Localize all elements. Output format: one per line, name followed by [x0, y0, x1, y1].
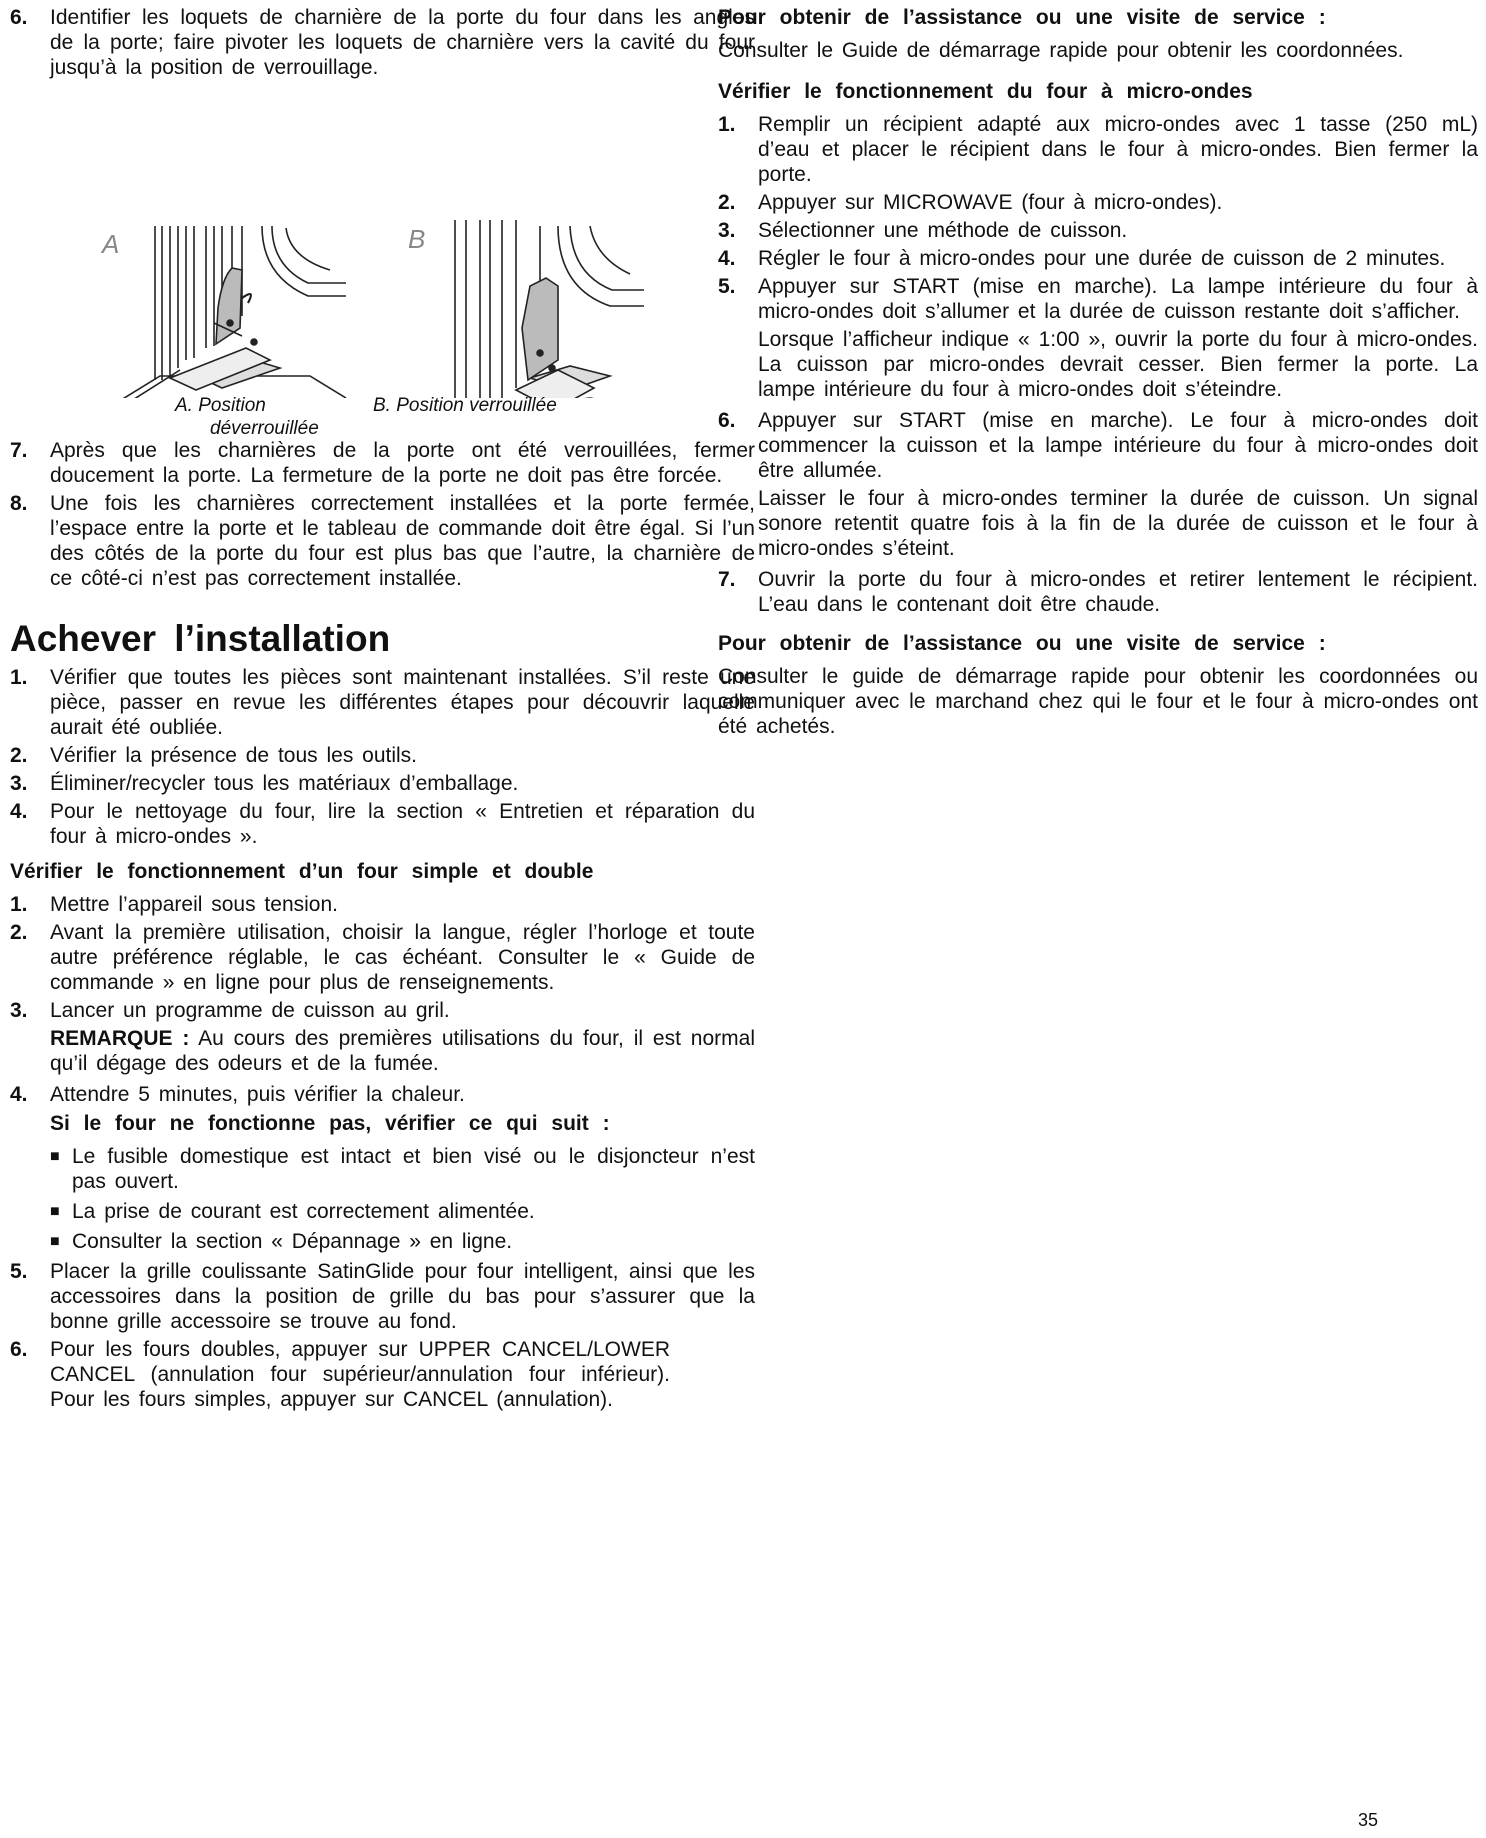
caption-a-line1: A. Position — [175, 395, 266, 416]
step-text: Régler le four à micro-ondes pour une durée de cuisson de 2 minutes. — [758, 247, 1446, 270]
subhead-micro-ondes: Vérifier le fonctionnement du four à micro-ondes — [718, 80, 1253, 103]
subhead-assistance-2: Pour obtenir de l’assistance ou une visite de service : — [718, 632, 1326, 655]
list-item — [10, 892, 755, 917]
figure-label-a: A — [102, 229, 120, 259]
step-number: 6. — [10, 6, 28, 29]
assistance-text: Consulter le Guide de démarrage rapide pour obtenir les coordonnées. — [718, 39, 1404, 62]
list-item — [10, 743, 755, 768]
step-text: Lancer un programme de cuisson au gril. — [50, 999, 450, 1022]
step-number: 4. — [10, 1083, 28, 1106]
hinge-illustration — [10, 98, 710, 398]
list-item — [10, 665, 755, 740]
square-bullet-icon: ■ — [50, 1233, 60, 1250]
caption-a-line2: déverrouillée — [210, 418, 319, 439]
step-text: Appuyer sur START (mise en marche). Le four à micro-ondes doit commencer la cuisson et la lampe intérieure du four à micro-ondes doit être allumée. — [758, 409, 1478, 482]
step-text: Identifier les loquets de charnière de la porte du four dans les angles de la porte; faire pivoter les loquets de charnière vers la cavité du four jusqu’à la position de verrouillage. — [50, 6, 755, 79]
step-number: 1. — [10, 893, 28, 916]
step-text: Après que les charnières de la porte ont été verrouillées, fermer doucement la porte. La fermeture de la porte ne doit pas être forcée. — [50, 439, 755, 487]
step-number: 7. — [10, 439, 28, 462]
check-bullets — [50, 1144, 755, 1254]
step-number: 1. — [10, 666, 28, 689]
bullet-text: Le fusible domestique est intact et bien visé ou le disjoncteur n’est pas ouvert. — [72, 1145, 755, 1193]
right-column — [718, 5, 1478, 745]
caption-b: B. Position verrouillée — [373, 395, 557, 416]
step-number: 3. — [10, 772, 28, 795]
left-column — [10, 5, 755, 1415]
hinge-lock-figure — [10, 98, 710, 439]
step-number: 5. — [10, 1260, 28, 1283]
step-number: 2. — [10, 744, 28, 767]
step-number: 5. — [718, 275, 736, 298]
step-text: Une fois les charnières correctement installées et la porte fermée, l’espace entre la porte et le tableau de commande doit être égal. Si l’un des côtés de la porte du four est plus bas que l’autre, la charnière de ce côté-ci n’est pas correctement installée. — [50, 492, 755, 590]
step-number: 6. — [718, 409, 736, 432]
panel-a-unlocked — [100, 226, 346, 398]
list-item — [50, 1144, 755, 1194]
list-item — [10, 771, 755, 796]
list-item — [10, 1259, 755, 1334]
step-text: Appuyer sur START (mise en marche). La lampe intérieure du four à micro-ondes doit s’allumer et la durée de cuisson restante doit s’afficher. — [758, 275, 1478, 323]
step-text: Attendre 5 minutes, puis vérifier la chaleur. — [50, 1083, 465, 1106]
step-text: Pour les fours doubles, appuyer sur UPPER CANCEL/LOWER CANCEL (annulation four supérieur/annulation four inférieur). Pour les fours simples, appuyer sur CANCEL (annulation). — [50, 1338, 670, 1411]
square-bullet-icon: ■ — [50, 1148, 60, 1165]
step-number: 8. — [10, 492, 28, 515]
square-bullet-icon: ■ — [50, 1203, 60, 1220]
step-number: 6. — [10, 1338, 28, 1361]
step-number: 3. — [718, 219, 736, 242]
step-number: 2. — [718, 191, 736, 214]
step-number: 4. — [718, 247, 736, 270]
list-item — [10, 998, 755, 1023]
list-item — [718, 246, 1478, 271]
step-text: Éliminer/recycler tous les matériaux d’emballage. — [50, 772, 519, 795]
step-number: 4. — [10, 800, 28, 823]
list-item — [10, 920, 755, 995]
page-number: 35 — [1358, 1810, 1379, 1830]
step-text: Vérifier la présence de tous les outils. — [50, 744, 418, 767]
subhead-verifier-four: Vérifier le fonctionnement d’un four simple et double — [10, 860, 594, 883]
list-item — [718, 190, 1478, 215]
list-item — [718, 567, 1478, 617]
bullet-text: Consulter la section « Dépannage » en ligne. — [72, 1230, 513, 1253]
step-text: Sélectionner une méthode de cuisson. — [758, 219, 1128, 242]
list-item — [10, 491, 755, 591]
step-number: 3. — [10, 999, 28, 1022]
step-paragraph: Lorsque l’afficheur indique « 1:00 », ouvrir la porte du four à micro-ondes. La cuisson par micro-ondes devrait cesser. Bien fermer la porte. La lampe intérieure du four à micro-ondes doit s’éteindre. — [758, 328, 1478, 401]
note-text: Au cours des premières utilisations du four, il est normal qu’il dégage des odeurs et de la fumée. — [50, 1027, 755, 1075]
step-text: Placer la grille coulissante SatinGlide pour four intelligent, ainsi que les accessoires dans la position de grille du bas pour s’assurer que la bonne grille accessoire se trouve au fond. — [50, 1260, 755, 1333]
assistance-text-2: Consulter le guide de démarrage rapide pour obtenir les coordonnées ou communiquer avec le marchand chez qui le four et le four à micro-ondes ont été achetés. — [718, 665, 1478, 738]
panel-b-locked — [455, 220, 644, 398]
step-text: Ouvrir la porte du four à micro-ondes et retirer lentement le récipient. L’eau dans le contenant doit être chaude. — [758, 568, 1478, 616]
step-text: Avant la première utilisation, choisir la langue, régler l’horloge et toute autre préférence réglable, le cas échéant. Consulter le « Guide de commande » en ligne pour plus de renseignements. — [50, 921, 755, 994]
step-number: 2. — [10, 921, 28, 944]
section-title-achever: Achever l’installation — [10, 618, 391, 659]
step-number: 1. — [718, 113, 736, 136]
caption-a — [175, 394, 319, 440]
step-text: Pour le nettoyage du four, lire la section « Entretien et réparation du four à micro-ondes ». — [50, 800, 755, 848]
list-item — [10, 5, 755, 80]
list-item — [10, 1337, 755, 1412]
bullet-text: La prise de courant est correctement alimentée. — [72, 1200, 535, 1223]
note-label: REMARQUE : — [50, 1027, 190, 1050]
step-text: Appuyer sur MICROWAVE (four à micro-ondes). — [758, 191, 1223, 214]
figure-label-b: B — [408, 224, 426, 254]
step-number: 7. — [718, 568, 736, 591]
subhead-assistance: Pour obtenir de l’assistance ou une visite de service : — [718, 6, 1326, 29]
step-text: Vérifier que toutes les pièces sont maintenant installées. S’il reste une pièce, passer en revue les différentes étapes pour découvrir laquelle aurait été oubliée. — [50, 666, 755, 739]
list-item — [50, 1199, 755, 1224]
subhead-check: Si le four ne fonctionne pas, vérifier ce qui suit : — [50, 1112, 610, 1135]
list-item — [10, 799, 755, 849]
note-remarque — [50, 1026, 755, 1076]
step-paragraph: Laisser le four à micro-ondes terminer la durée de cuisson. Un signal sonore retentit quatre fois à la fin de la durée de cuisson et le four à micro-ondes s’éteint. — [758, 487, 1478, 560]
list-item — [718, 274, 1478, 324]
list-item — [10, 1082, 755, 1107]
list-item — [718, 218, 1478, 243]
list-item — [718, 112, 1478, 187]
step-text: Mettre l’appareil sous tension. — [50, 893, 338, 916]
list-item — [50, 1229, 755, 1254]
step-text: Remplir un récipient adapté aux micro-ondes avec 1 tasse (250 mL) d’eau et placer le récipient dans le four à micro-ondes. Bien fermer la porte. — [758, 113, 1478, 186]
list-item — [718, 408, 1478, 483]
list-item — [10, 438, 755, 488]
